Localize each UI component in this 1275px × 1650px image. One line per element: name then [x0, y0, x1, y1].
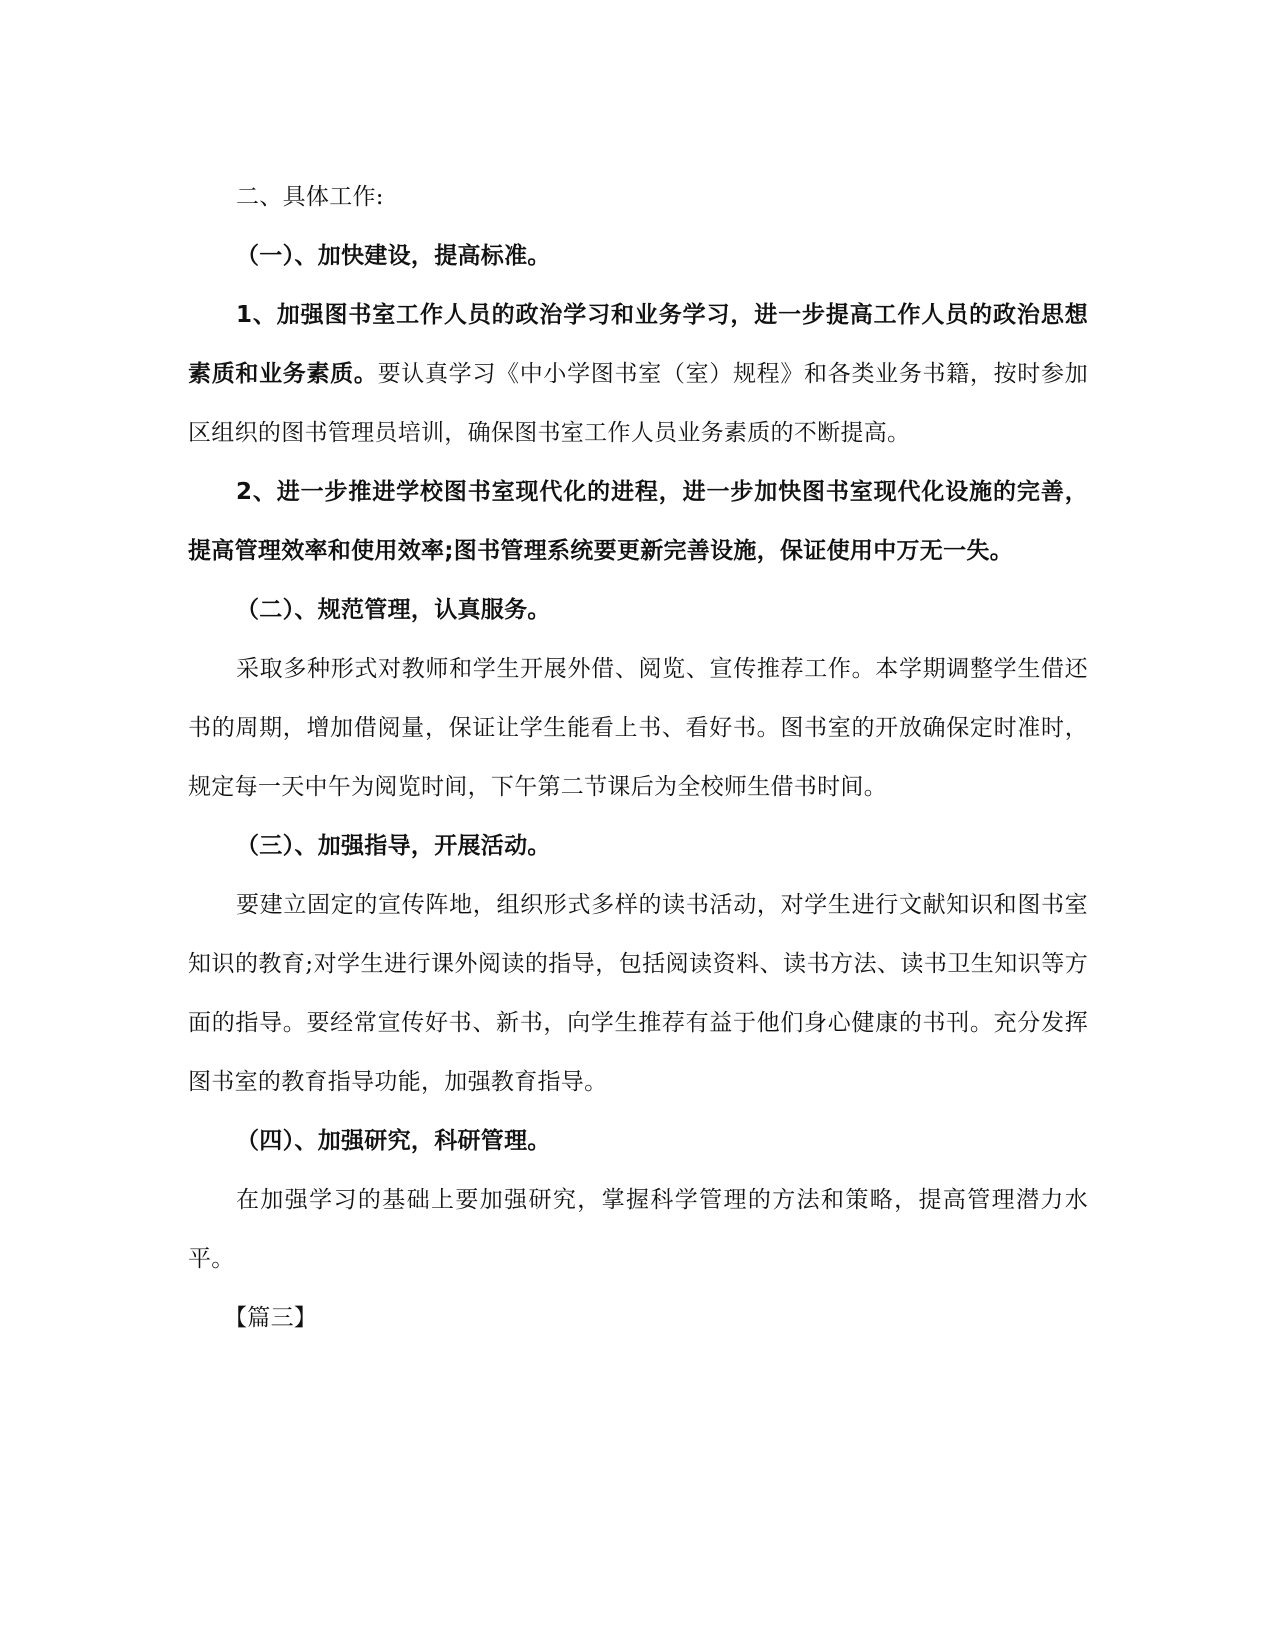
heading-2: （二）、规范管理，认真服务。 — [236, 597, 551, 623]
part-label: 【篇三】 — [224, 1305, 318, 1331]
item-1-bold-text: 1、加强图书室工作人员的政治学习和业务学习，进一步提高工作人员的政治思想素质和业务素质。 — [188, 302, 1088, 387]
section-label: 二、具体工作: — [236, 184, 384, 210]
document-body — [188, 168, 1088, 1348]
heading-4: （四）、加强研究，科研管理。 — [236, 1128, 551, 1154]
paragraph-4: 在加强学习的基础上要加强研究，掌握科学管理的方法和策略，提高管理潜力水平。 — [188, 1187, 1088, 1272]
paragraph-item-2: 2、进一步推进学校图书室现代化的进程，进一步加快图书室现代化设施的完善，提高管理效率和使用效率;图书管理系统要更新完善设施，保证使用中万无一失。 — [188, 479, 1088, 564]
heading-3: （三）、加强指导，开展活动。 — [236, 833, 551, 859]
paragraph-2: 采取多种形式对教师和学生开展外借、阅览、宣传推荐工作。本学期调整学生借还书的周期，增加借阅量，保证让学生能看上书、看好书。图书室的开放确保定时准时，规定每一天中午为阅览时间，下午第二节课后为全校师生借书时间。 — [188, 656, 1088, 800]
item-1-text: 要认真学习《中小学图书室（室）规程》和各类业务书籍，按时参加区组织的图书管理员培训，确保图书室工作人员业务素质的不断提高。 — [188, 361, 1089, 446]
heading-1: （一）、加快建设，提高标准。 — [236, 243, 551, 269]
paragraph-item-1 — [188, 286, 1088, 463]
paragraph-3: 要建立固定的宣传阵地，组织形式多样的读书活动，对学生进行文献知识和图书室知识的教育;对学生进行课外阅读的指导，包括阅读资料、读书方法、读书卫生知识等方面的指导。要经常宣传好书、新书，向学生推荐有益于他们身心健康的书刊。充分发挥图书室的教育指导功能，加强教育指导。 — [188, 892, 1088, 1095]
